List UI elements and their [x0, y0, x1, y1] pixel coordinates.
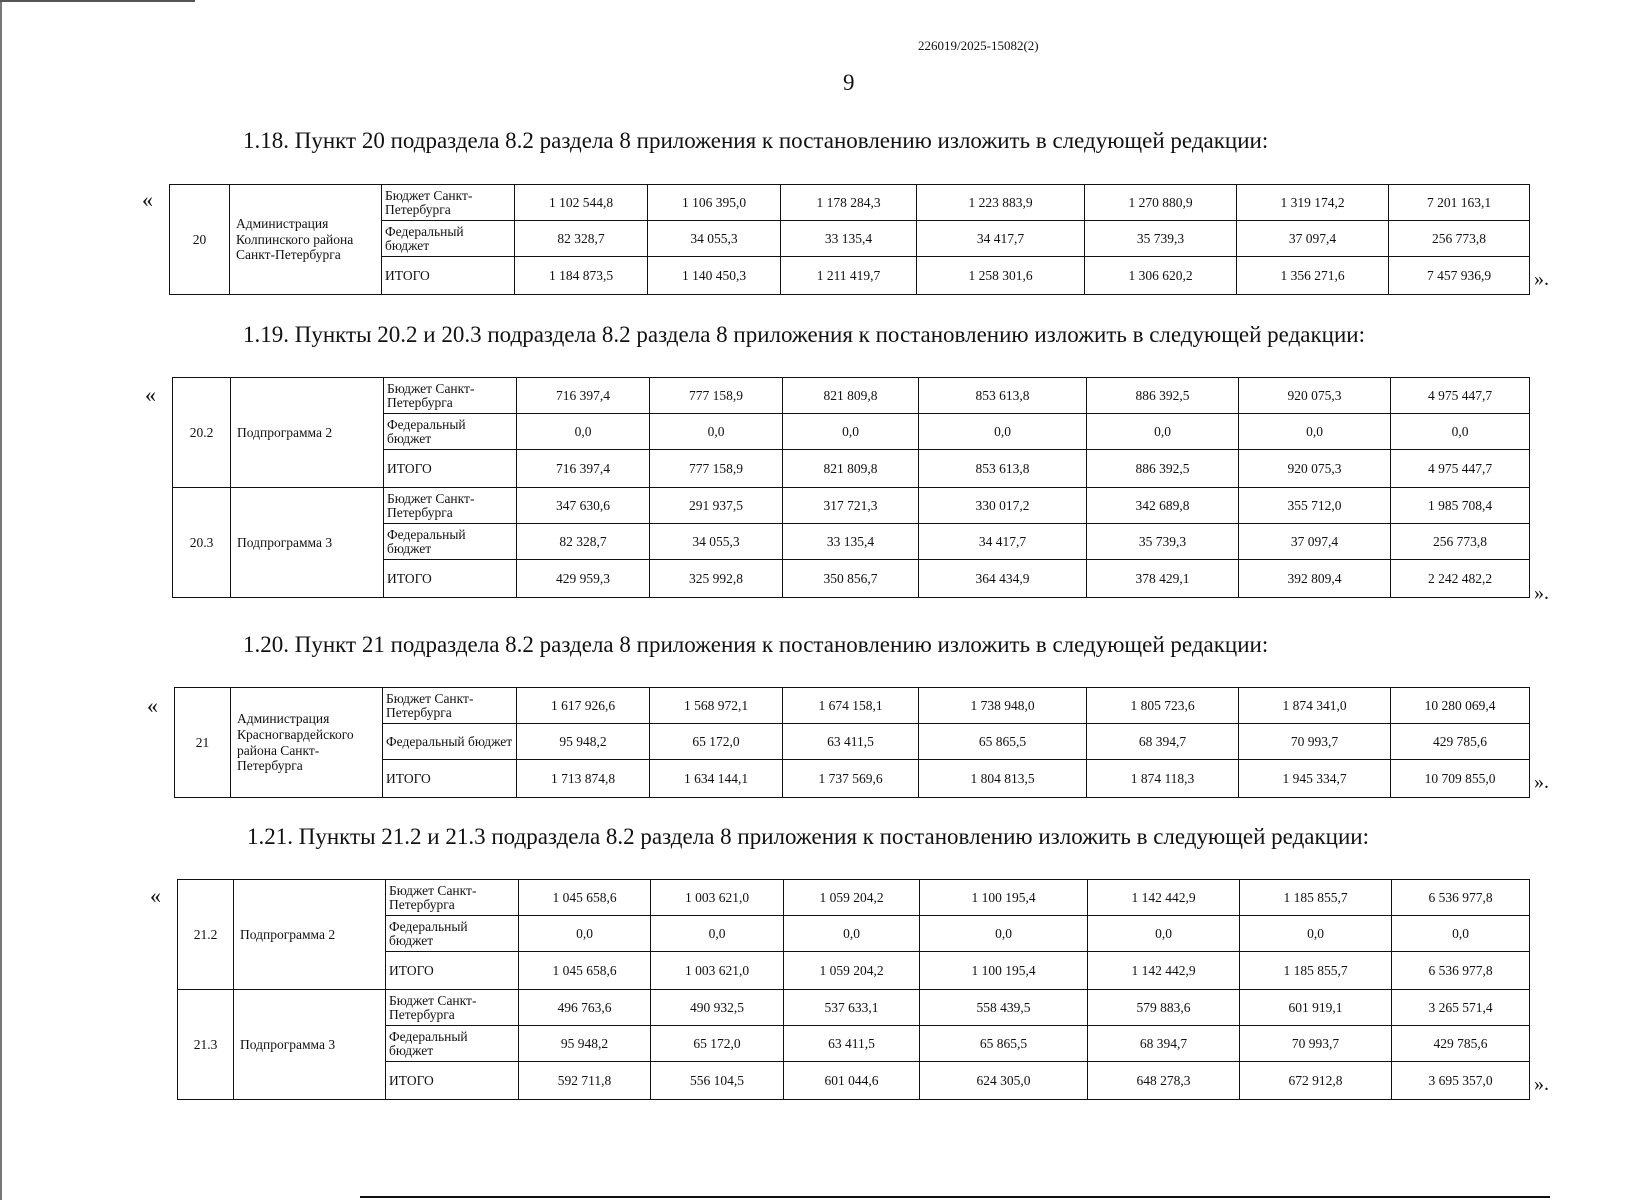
item-number: 21.2 [178, 880, 234, 990]
year-value-cell: 33 135,4 [781, 221, 917, 257]
year-value-cell: 1 211 419,7 [781, 257, 917, 295]
source-federal-budget: Федеральный бюджет [382, 221, 515, 257]
year-value-cell: 378 429,1 [1087, 560, 1239, 598]
source-total: ИТОГО [386, 952, 519, 990]
year-value-cell: 537 633,1 [784, 990, 920, 1026]
year-value-cell: 1 100 195,4 [920, 952, 1088, 990]
source-total: ИТОГО [384, 560, 517, 598]
total-value-cell: 2 242 482,2 [1391, 560, 1530, 598]
year-value-cell: 601 044,6 [784, 1062, 920, 1100]
total-value-cell: 10 280 069,4 [1391, 688, 1530, 724]
source-federal-budget: Федеральный бюджет [383, 724, 517, 760]
year-value-cell: 68 394,7 [1088, 1026, 1240, 1062]
year-value-cell: 65 172,0 [650, 724, 783, 760]
year-value-cell: 1 059 204,2 [784, 880, 920, 916]
total-value-cell: 429 785,6 [1392, 1026, 1530, 1062]
section-heading: 1.21. Пункты 21.2 и 21.3 подраздела 8.2 раздела 8 приложения к постановлению изложить в следующей редакции: [247, 824, 1369, 849]
year-value-cell: 1 306 620,2 [1085, 257, 1237, 295]
year-value-cell: 65 865,5 [920, 1026, 1088, 1062]
source-spb-budget: Бюджет Санкт-Петербурга [386, 880, 519, 916]
source-total: ИТОГО [382, 257, 515, 295]
year-value-cell: 342 689,8 [1087, 488, 1239, 524]
year-value-cell: 63 411,5 [783, 724, 919, 760]
year-value-cell: 317 721,3 [783, 488, 919, 524]
item-number: 21 [175, 688, 231, 798]
opening-quote: « [142, 187, 153, 212]
closing-quote: ». [1534, 582, 1549, 604]
year-value-cell: 624 305,0 [920, 1062, 1088, 1100]
source-spb-budget: Бюджет Санкт-Петербурга [384, 378, 517, 414]
total-value-cell: 256 773,8 [1389, 221, 1530, 257]
year-value-cell: 82 328,7 [515, 221, 648, 257]
table-row [178, 990, 1530, 1026]
year-value-cell: 35 739,3 [1087, 524, 1239, 560]
year-value-cell: 1 568 972,1 [650, 688, 783, 724]
year-value-cell: 0,0 [517, 414, 650, 450]
year-value-cell: 886 392,5 [1087, 450, 1239, 488]
year-value-cell: 68 394,7 [1087, 724, 1239, 760]
year-value-cell: 1 106 395,0 [648, 185, 781, 221]
year-value-cell: 35 739,3 [1085, 221, 1237, 257]
year-value-cell: 70 993,7 [1239, 724, 1391, 760]
year-value-cell: 490 932,5 [651, 990, 784, 1026]
year-value-cell: 1 258 301,6 [917, 257, 1085, 295]
year-value-cell: 1 319 174,2 [1237, 185, 1389, 221]
source-federal-budget: Федеральный бюджет [386, 1026, 519, 1062]
year-value-cell: 330 017,2 [919, 488, 1087, 524]
total-value-cell: 6 536 977,8 [1392, 952, 1530, 990]
year-value-cell: 0,0 [1240, 916, 1392, 952]
year-value-cell: 0,0 [920, 916, 1088, 952]
total-value-cell: 7 457 936,9 [1389, 257, 1530, 295]
year-value-cell: 1 142 442,9 [1088, 952, 1240, 990]
year-value-cell: 556 104,5 [651, 1062, 784, 1100]
page-number: 9 [843, 70, 855, 95]
total-value-cell: 0,0 [1392, 916, 1530, 952]
year-value-cell: 0,0 [1088, 916, 1240, 952]
year-value-cell: 34 055,3 [650, 524, 783, 560]
year-value-cell: 1 634 144,1 [650, 760, 783, 798]
year-value-cell: 853 613,8 [919, 450, 1087, 488]
year-value-cell: 1 003 621,0 [651, 880, 784, 916]
section-heading: 1.20. Пункт 21 подраздела 8.2 раздела 8 приложения к постановлению изложить в следующей редакции: [243, 632, 1269, 657]
year-value-cell: 777 158,9 [650, 378, 783, 414]
year-value-cell: 1 003 621,0 [651, 952, 784, 990]
table-row [170, 185, 1530, 221]
section-heading: 1.19. Пункты 20.2 и 20.3 подраздела 8.2 раздела 8 приложения к постановлению изложить в следующей редакции: [243, 322, 1365, 347]
year-value-cell: 350 856,7 [783, 560, 919, 598]
year-value-cell: 34 055,3 [648, 221, 781, 257]
year-value-cell: 34 417,7 [919, 524, 1087, 560]
year-value-cell: 0,0 [919, 414, 1087, 450]
document-number: 226019/2025-15082(2) [918, 38, 1039, 53]
closing-quote: ». [1534, 1073, 1549, 1095]
scan-top-rule [0, 0, 195, 2]
year-value-cell: 429 959,3 [517, 560, 650, 598]
year-value-cell: 1 185 855,7 [1240, 952, 1392, 990]
year-value-cell: 1 674 158,1 [783, 688, 919, 724]
year-value-cell: 920 075,3 [1239, 378, 1391, 414]
year-value-cell: 1 713 874,8 [517, 760, 650, 798]
item-number: 20 [170, 185, 230, 295]
total-value-cell: 256 773,8 [1391, 524, 1530, 560]
year-value-cell: 853 613,8 [919, 378, 1087, 414]
year-value-cell: 1 874 118,3 [1087, 760, 1239, 798]
year-value-cell: 33 135,4 [783, 524, 919, 560]
source-total: ИТОГО [384, 450, 517, 488]
year-value-cell: 0,0 [1239, 414, 1391, 450]
year-value-cell: 1 178 284,3 [781, 185, 917, 221]
year-value-cell: 0,0 [1087, 414, 1239, 450]
year-value-cell: 1 738 948,0 [919, 688, 1087, 724]
closing-quote: ». [1534, 268, 1549, 290]
total-value-cell: 1 985 708,4 [1391, 488, 1530, 524]
year-value-cell: 82 328,7 [517, 524, 650, 560]
year-value-cell: 65 865,5 [919, 724, 1087, 760]
budget-table [169, 184, 1530, 295]
year-value-cell: 392 809,4 [1239, 560, 1391, 598]
year-value-cell: 63 411,5 [784, 1026, 920, 1062]
source-spb-budget: Бюджет Санкт-Петербурга [382, 185, 515, 221]
item-name: Администрация Красногвардейского района Санкт-Петербурга [231, 688, 383, 798]
year-value-cell: 1 185 855,7 [1240, 880, 1392, 916]
year-value-cell: 1 945 334,7 [1239, 760, 1391, 798]
item-number: 21.3 [178, 990, 234, 1100]
year-value-cell: 0,0 [784, 916, 920, 952]
year-value-cell: 886 392,5 [1087, 378, 1239, 414]
total-value-cell: 4 975 447,7 [1391, 450, 1530, 488]
table-row [173, 378, 1530, 414]
year-value-cell: 37 097,4 [1239, 524, 1391, 560]
year-value-cell: 496 763,6 [519, 990, 651, 1026]
year-value-cell: 291 937,5 [650, 488, 783, 524]
year-value-cell: 355 712,0 [1239, 488, 1391, 524]
source-federal-budget: Федеральный бюджет [384, 524, 517, 560]
total-value-cell: 7 201 163,1 [1389, 185, 1530, 221]
year-value-cell: 1 045 658,6 [519, 880, 651, 916]
year-value-cell: 0,0 [783, 414, 919, 450]
year-value-cell: 920 075,3 [1239, 450, 1391, 488]
year-value-cell: 1 356 271,6 [1237, 257, 1389, 295]
opening-quote: « [145, 382, 156, 407]
total-value-cell: 429 785,6 [1391, 724, 1530, 760]
section-heading: 1.18. Пункт 20 подраздела 8.2 раздела 8 приложения к постановлению изложить в следующей редакции: [243, 128, 1269, 153]
item-name: Подпрограмма 2 [231, 378, 384, 488]
year-value-cell: 558 439,5 [920, 990, 1088, 1026]
total-value-cell: 10 709 855,0 [1391, 760, 1530, 798]
total-value-cell: 4 975 447,7 [1391, 378, 1530, 414]
total-value-cell: 0,0 [1391, 414, 1530, 450]
year-value-cell: 1 059 204,2 [784, 952, 920, 990]
closing-quote: ». [1534, 771, 1549, 793]
source-total: ИТОГО [386, 1062, 519, 1100]
source-spb-budget: Бюджет Санкт-Петербурга [384, 488, 517, 524]
year-value-cell: 65 172,0 [651, 1026, 784, 1062]
source-spb-budget: Бюджет Санкт-Петербурга [386, 990, 519, 1026]
opening-quote: « [147, 693, 158, 718]
year-value-cell: 1 804 813,5 [919, 760, 1087, 798]
budget-table [172, 377, 1530, 598]
year-value-cell: 37 097,4 [1237, 221, 1389, 257]
item-number: 20.2 [173, 378, 231, 488]
year-value-cell: 672 912,8 [1240, 1062, 1392, 1100]
total-value-cell: 6 536 977,8 [1392, 880, 1530, 916]
year-value-cell: 1 270 880,9 [1085, 185, 1237, 221]
year-value-cell: 0,0 [519, 916, 651, 952]
budget-table [177, 879, 1530, 1100]
year-value-cell: 821 809,8 [783, 450, 919, 488]
year-value-cell: 1 142 442,9 [1088, 880, 1240, 916]
source-federal-budget: Федеральный бюджет [384, 414, 517, 450]
year-value-cell: 1 100 195,4 [920, 880, 1088, 916]
table-row [178, 880, 1530, 916]
year-value-cell: 95 948,2 [519, 1026, 651, 1062]
bottom-rule [360, 1196, 1550, 1198]
budget-table [174, 687, 1530, 798]
year-value-cell: 592 711,8 [519, 1062, 651, 1100]
year-value-cell: 70 993,7 [1240, 1026, 1392, 1062]
source-total: ИТОГО [383, 760, 517, 798]
year-value-cell: 1 874 341,0 [1239, 688, 1391, 724]
year-value-cell: 648 278,3 [1088, 1062, 1240, 1100]
table-row [173, 488, 1530, 524]
year-value-cell: 0,0 [650, 414, 783, 450]
year-value-cell: 601 919,1 [1240, 990, 1392, 1026]
item-name: Подпрограмма 2 [234, 880, 386, 990]
year-value-cell: 716 397,4 [517, 378, 650, 414]
year-value-cell: 579 883,6 [1088, 990, 1240, 1026]
year-value-cell: 821 809,8 [783, 378, 919, 414]
source-spb-budget: Бюджет Санкт-Петербурга [383, 688, 517, 724]
table-row [175, 688, 1530, 724]
item-name: Подпрограмма 3 [234, 990, 386, 1100]
opening-quote: « [150, 883, 161, 908]
year-value-cell: 1 184 873,5 [515, 257, 648, 295]
year-value-cell: 325 992,8 [650, 560, 783, 598]
year-value-cell: 1 805 723,6 [1087, 688, 1239, 724]
item-name: Администрация Колпинского района Санкт-Петербурга [230, 185, 382, 295]
year-value-cell: 364 434,9 [919, 560, 1087, 598]
year-value-cell: 777 158,9 [650, 450, 783, 488]
year-value-cell: 1 102 544,8 [515, 185, 648, 221]
source-federal-budget: Федеральный бюджет [386, 916, 519, 952]
year-value-cell: 716 397,4 [517, 450, 650, 488]
year-value-cell: 34 417,7 [917, 221, 1085, 257]
item-number: 20.3 [173, 488, 231, 598]
year-value-cell: 1 737 569,6 [783, 760, 919, 798]
year-value-cell: 1 140 450,3 [648, 257, 781, 295]
year-value-cell: 95 948,2 [517, 724, 650, 760]
total-value-cell: 3 265 571,4 [1392, 990, 1530, 1026]
item-name: Подпрограмма 3 [231, 488, 384, 598]
year-value-cell: 1 045 658,6 [519, 952, 651, 990]
total-value-cell: 3 695 357,0 [1392, 1062, 1530, 1100]
scan-edge-line [0, 0, 2, 1200]
year-value-cell: 0,0 [651, 916, 784, 952]
year-value-cell: 1 223 883,9 [917, 185, 1085, 221]
year-value-cell: 347 630,6 [517, 488, 650, 524]
year-value-cell: 1 617 926,6 [517, 688, 650, 724]
